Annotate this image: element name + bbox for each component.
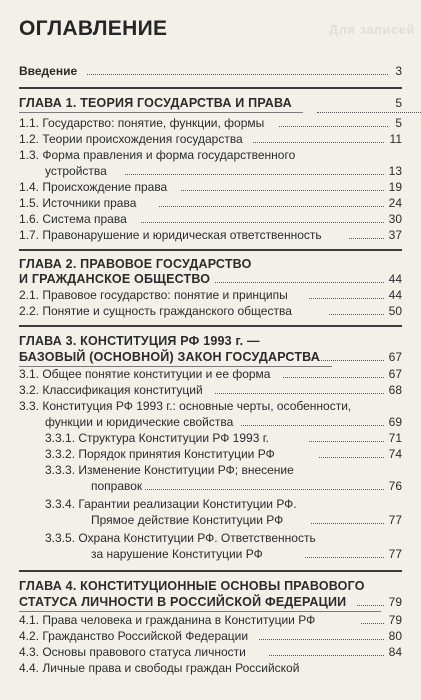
toc-entry-cont [19, 164, 402, 178]
toc-entry[interactable] [19, 645, 402, 659]
toc-page: 76 [388, 479, 402, 493]
toc-page: 3 [395, 64, 402, 78]
toc-page: 11 [389, 132, 402, 146]
toc-page: 5 [395, 96, 402, 110]
toc-page: 74 [388, 447, 402, 461]
toc-label: 1.4. Происхождение права [19, 180, 168, 194]
chapter-title: СТАТУСА ЛИЧНОСТИ В РОССИЙСКОЙ ФЕДЕРАЦИИ [19, 595, 347, 609]
dot-leader [215, 282, 384, 283]
chapter-title: ГЛАВА 2. ПРАВОВОЕ ГОСУДАРСТВО [19, 257, 252, 271]
toc-page: 77 [388, 513, 402, 527]
divider [19, 87, 402, 89]
toc-label: 3.1. Общее понятие конституции и ее форма [19, 367, 271, 381]
dot-leader [319, 360, 384, 361]
dot-leader [125, 174, 384, 175]
dot-leader [357, 605, 384, 606]
toc-entry[interactable] [19, 180, 402, 194]
toc-page: 19 [388, 180, 402, 194]
divider [19, 249, 402, 251]
toc-label: устройства [45, 164, 107, 178]
toc-page: 24 [388, 196, 402, 210]
toc-entry-cont [19, 479, 402, 493]
toc-entry[interactable] [19, 304, 402, 318]
toc-page: 44 [388, 272, 402, 286]
toc-label: 1.2. Теории происхождения государства [19, 132, 243, 146]
toc-chapter-2[interactable] [19, 257, 402, 271]
toc-page: 37 [388, 228, 402, 242]
dot-leader [253, 142, 384, 143]
toc-chapter-3-cont [19, 350, 402, 364]
toc-entry-cont [19, 547, 402, 561]
chapter-title: ГЛАВА 4. КОНСТИТУЦИОННЫЕ ОСНОВЫ ПРАВОВОГО [19, 579, 365, 593]
dot-leader [215, 393, 384, 394]
toc-page: 44 [388, 288, 402, 302]
divider [19, 570, 402, 572]
dot-leader [329, 314, 384, 315]
chapter-title: И ГРАЖДАНСКОЕ ОБЩЕСТВО [19, 272, 211, 286]
toc-page: 79 [388, 595, 402, 609]
dot-leader [309, 298, 384, 299]
toc-entry[interactable] [19, 463, 402, 477]
toc-label: 2.2. Понятие и сущность гражданского общества [19, 304, 292, 318]
toc-chapter-2-cont [19, 272, 402, 286]
toc-label: Прямое действие Конституции РФ [91, 513, 284, 527]
toc-page: 30 [388, 212, 402, 226]
toc-chapter-4[interactable] [19, 579, 402, 593]
toc-entry[interactable] [19, 116, 402, 130]
dot-leader [317, 112, 421, 113]
toc-label: 3.2. Классификация конституций [19, 383, 203, 397]
dot-leader [309, 441, 384, 442]
toc-entry[interactable] [19, 132, 402, 146]
toc-label: функции и юридические свойства [45, 415, 234, 429]
toc-entry[interactable] [19, 367, 402, 381]
toc-label: 2.1. Правовое государство: понятие и принципы [19, 288, 288, 302]
toc-entry[interactable] [19, 148, 402, 162]
toc-entry-cont [19, 513, 402, 527]
dot-leader [361, 623, 384, 624]
dot-leader [241, 425, 384, 426]
toc-entry[interactable] [19, 661, 402, 675]
toc-label: 3.3.3. Изменение Конституции РФ; внесение [45, 463, 294, 477]
toc-page: 71 [388, 431, 402, 445]
toc-chapter-4-cont [19, 595, 402, 609]
toc-page: 13 [388, 164, 402, 178]
toc-entry-cont [19, 415, 402, 429]
toc-label: 3.3. Конституция РФ 1993 г.: основные черты, особенности, [19, 399, 352, 413]
toc-entry[interactable] [19, 228, 402, 242]
toc-label: поправок [91, 479, 143, 493]
dot-leader [181, 190, 384, 191]
toc-label: 1.5. Источники права [19, 196, 137, 210]
dot-leader [279, 126, 388, 127]
toc-page: 67 [388, 367, 402, 381]
dot-leader [349, 238, 384, 239]
toc-label: Введение [19, 64, 78, 78]
dot-leader [141, 222, 384, 223]
toc-entry[interactable] [19, 196, 402, 210]
toc-label: 1.1. Государство: понятие, функции, формы [19, 116, 265, 130]
dot-leader [159, 206, 384, 207]
dot-leader [283, 377, 384, 378]
toc-label: 4.4. Личные права и свободы граждан Российской [19, 661, 300, 675]
toc-entry[interactable] [19, 383, 402, 397]
toc-label: 3.3.4. Гарантии реализации Конституции РФ. [45, 497, 297, 511]
chapter-title: ГЛАВА 3. КОНСТИТУЦИЯ РФ 1993 г. — [19, 334, 260, 348]
faint-background-text: Для записей [328, 22, 415, 37]
toc-page: 5 [395, 116, 402, 130]
toc-entry[interactable] [19, 613, 402, 627]
toc-label: 4.2. Гражданство Российской Федерации [19, 629, 249, 643]
toc-page: 77 [388, 547, 402, 561]
dot-leader [269, 655, 384, 656]
toc-entry[interactable] [19, 531, 402, 545]
toc-label: 4.3. Основы правового статуса личности [19, 645, 246, 659]
toc-page: 84 [388, 645, 402, 659]
toc-entry[interactable] [19, 431, 402, 445]
toc-entry[interactable] [19, 288, 402, 302]
toc-entry[interactable] [19, 399, 402, 413]
toc-label: за нарушение Конституции РФ [91, 547, 263, 561]
chapter-title: БАЗОВЫЙ (ОСНОВНОЙ) ЗАКОН ГОСУДАРСТВА [19, 350, 321, 364]
toc-entry-intro[interactable] [19, 64, 402, 78]
dot-leader [259, 639, 384, 640]
toc-label: 3.3.5. Охрана Конституции РФ. Ответственность [45, 531, 316, 545]
toc-chapter-1[interactable] [19, 96, 402, 110]
toc-page: 80 [388, 629, 402, 643]
dot-leader [319, 457, 384, 458]
toc-label: 1.3. Форма правления и форма государственного [19, 148, 296, 162]
toc-page: 79 [388, 613, 402, 627]
toc-entry[interactable] [19, 497, 402, 511]
toc-page: 68 [388, 383, 402, 397]
dot-leader [87, 74, 388, 75]
divider [19, 325, 402, 327]
toc-label: 1.7. Правонарушение и юридическая ответственность [19, 228, 322, 242]
toc-label: 1.6. Система права [19, 212, 127, 226]
chapter-underline [19, 112, 303, 113]
toc-page: 50 [388, 304, 402, 318]
page-title: ОГЛАВЛЕНИЕ [19, 17, 168, 40]
toc-entry[interactable] [19, 629, 402, 643]
toc-label: 4.1. Права человека и гражданина в Конституции РФ [19, 613, 316, 627]
toc-page: 69 [388, 415, 402, 429]
chapter-title: ГЛАВА 1. ТЕОРИЯ ГОСУДАРСТВА И ПРАВА [19, 96, 292, 110]
chapter-underline [19, 611, 381, 612]
toc-page: 67 [388, 350, 402, 364]
dot-leader [305, 557, 384, 558]
toc-entry[interactable] [19, 212, 402, 226]
dot-leader [145, 489, 384, 490]
toc-label: 3.3.2. Порядок принятия Конституции РФ [45, 447, 275, 461]
dot-leader [311, 523, 384, 524]
toc-entry[interactable] [19, 447, 402, 461]
toc-label: 3.3.1. Структура Конституции РФ 1993 г. [45, 431, 269, 445]
toc-chapter-3[interactable] [19, 334, 402, 348]
